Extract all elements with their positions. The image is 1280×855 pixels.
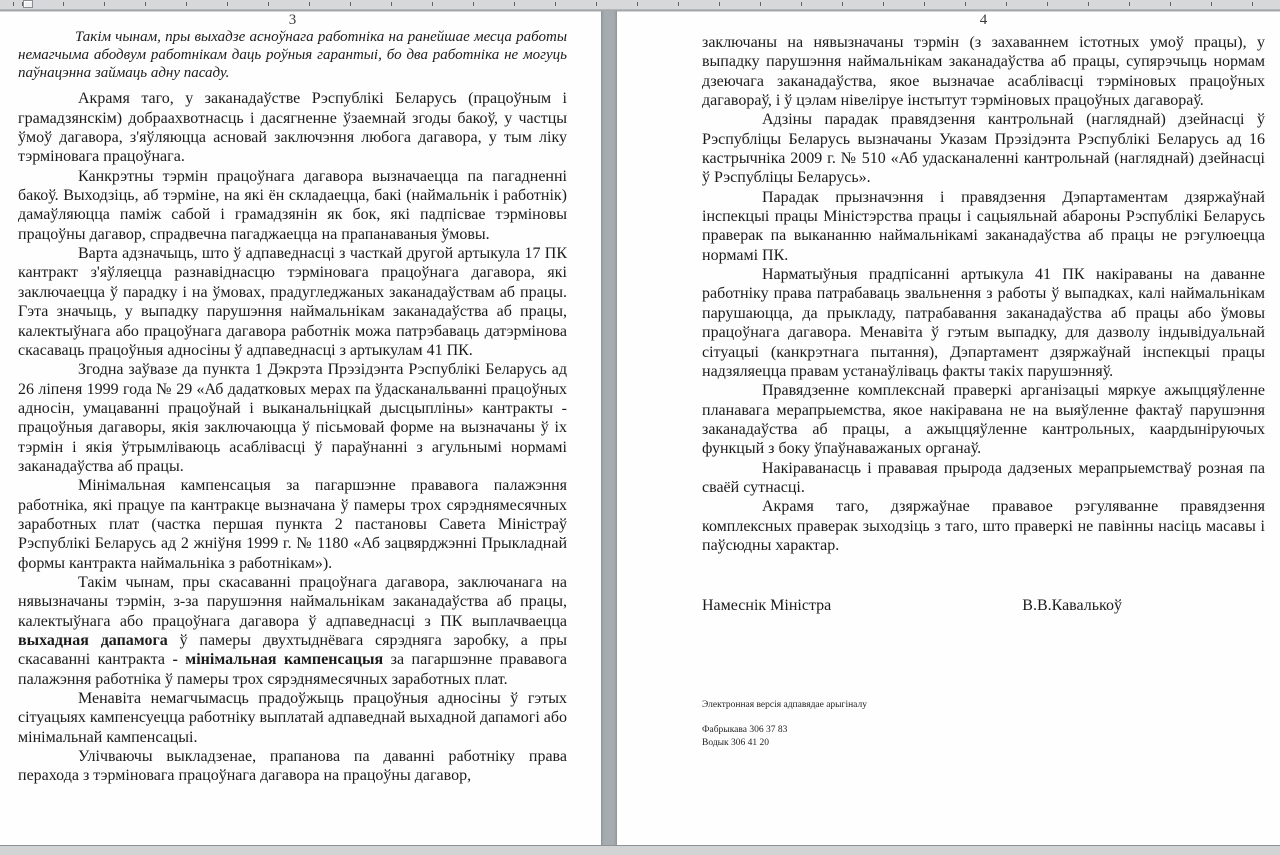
ruler-ticks [0, 2, 1280, 6]
signer-name: В.В.Кавалькоў [1022, 597, 1122, 615]
horizontal-ruler[interactable] [0, 0, 1280, 10]
text-run: за пагаршэнне прававога палажэння работніка ў памеры трох сярэднямесячных заработных плат. [18, 651, 568, 688]
paragraph[interactable]: Канкрэтны тэрмін працоўнага дагавора вызначаецца па пагадненні бакоў. Выходзіць, аб тэрміне, на які ён складаецца, бакі (наймальнік і работнік) дамаўляюцца паміж сабой і грамадзянін як бок, які падпісвае тэрміновы працоўны дагавор, спрадвечна пагаджаецца на прапанаваныя ўмовы. [18, 167, 567, 243]
paragraph[interactable]: Накіраванасць і прававая прырода дадзеных мерапрыемстваў розная па сваёй сутнасці. [702, 459, 1265, 496]
text-run: ў памеры двухтыднёвага сярэдняга заробку, а пры скасаванні кантракта [18, 632, 568, 669]
bold-text-run: выхадная дапамога [18, 632, 168, 650]
paragraph-with-bold[interactable] [18, 573, 567, 689]
bottom-gutter [0, 845, 1280, 855]
paragraph[interactable]: Правядзенне комплекснай праверкі арганізацыі мяркуе ажыццяўленне планавага мерапрыемства, якое накіравана не на выяўленне фактаў парушэння заканадаўства аб працы, а ажыццяўленне кантрольных, каардыніруючых функцый з боку ўпаўнаважаных органаў. [702, 382, 1265, 458]
paragraph[interactable]: Акрамя таго, дзяржаўнае прававое рэгуляванне правядзення комплексных праверак зыходзіць з таго, што праверкі не павінны насіць масавы і паўсюдны характар. [702, 498, 1265, 554]
paragraph[interactable]: Згодна заўвазе да пункта 1 Дэкрэта Прэзідэнта Рэспублікі Беларусь ад 26 ліпеня 1999 года № 29 «Аб дадатковых мерах па ўдасканальванні працоўных адносін, умацаванні працоўнай і выканальніцкай дысцыпліны» кантракты - працоўныя дагаворы, якія заключаюцца ў пісьмовай форме на вызначаны ў іх тэрмін і якія ўтрымліваюць асаблівасці ў параўнанні з агульнымі нормамі заканадаўства аб працы. [18, 361, 567, 475]
page-3-number: 3 [288, 12, 297, 28]
paragraph[interactable]: Мінімальная кампенсацыя за пагаршэнне прававога палажэння работніка, які працуе па кантракце вызначана ў памеры трох сярэднямесячных заработных плат (частка першая пункта 2 пастановы Савета Міністраў Рэспублікі Беларусь ад 2 жніўня 1999 г. № 1180 «Аб зацвярджэнні Прыкладнай формы кантракта наймальніка з работнікам»). [18, 477, 567, 572]
paragraph[interactable]: Адзіны парадак правядзення кантрольнай (нагляднай) дзейнасці ў Рэспубліцы Беларусь вызначаны Указам Прэзідэнта Рэспублікі Беларусь ад 16 кастрычніка 2009 г. № 510 «Аб удасканаленні кантрольнай (нагляднай) дзейнасці ў Рэспубліцы Беларусь». [702, 111, 1265, 187]
contact-line: Водык 306 41 20 [702, 737, 770, 748]
page-3[interactable] [0, 12, 601, 846]
page-3-text-column [18, 29, 567, 786]
paragraph[interactable]: Парадак прызначэння і правядзення Дэпартаментам дзяржаўнай інспекцыі працы Міністэрства працы і сацыяльнай абароны Рэспублікі Беларусь праверак па выкананню наймальнікамі заканадаўства аб працы не рэгулюецца нормамі ПК. [702, 188, 1265, 264]
paragraph[interactable]: Акрамя таго, у заканадаўстве Рэспублікі Беларусь (працоўным і грамадзянскім) добраахвотнасць і дасягненне ўзаемнай згоды бакоў, у частцы ўмоў дагавора, з'яўляюцца асновай заключэння любога дагавора, у тым ліку тэрміновага працоўнага. [18, 90, 567, 166]
indent-marker[interactable] [23, 0, 33, 8]
text-run: Такім чынам, пры скасаванні працоўнага дагавора, заключанага на нявызначаны тэрмін, з-за парушэння наймальнікам заканадаўства аб працы, калектыўнага або працоўнага дагавора ў адпаведнасці з ПК выплачваецца [18, 573, 567, 630]
bold-text-run: - мінімальная кампенсацыя [172, 651, 384, 669]
page-4[interactable] [617, 12, 1280, 846]
signer-title: Намеснік Міністра [702, 597, 832, 615]
page-4-text-column [702, 33, 1265, 749]
contact-line: Фабрыкава 306 37 83 [702, 725, 788, 736]
paragraph[interactable]: Менавіта немагчымасць прадоўжыць працоўныя адносіны ў гэтых сітуацыях кампенсуецца работніку выплатай адпаведнай выхадной дапамогі або мінімальнай кампенсацыі. [18, 690, 568, 746]
paragraph[interactable]: Улічваючы выкладзенае, прапанова па даванні работніку права перахода з тэрміновага працоўнага дагавора на працоўны дагавор, [18, 748, 567, 785]
electronic-copy-note: Электронная версія адпавядае арыгіналу [702, 700, 867, 711]
continuation-paragraph[interactable]: заключаны на нявызначаны тэрмін (з захаваннем істотных умоў працы), у выпадку парушэння наймальнікам заканадаўства аб працы, супярэчыць нормам дзеючага заканадаўства, якое вызначае асаблівасці тэрміновых працоўных дагавораў, і ў цэлам нівеліруе інстытут тэрміновых працоўных дагавораў. [702, 34, 1265, 110]
paragraph[interactable]: Варта адзначыць, што ў адпаведнасці з часткай другой артыкула 17 ПК кантракт з'яўляецца разнавіднасцю тэрміновага працоўнага дагавора, які заключаецца ў парадку і на ўмовах, прадугледжаных заканадаўствам аб працы. Гэта значыць, у выпадку парушэння наймальнікам заканадаўства аб працы, калектыўнага або працоўнага дагавора работнік можа патрэбаваць датэрмінова скасаваць працоўныя адносіны ў адпаведнасці з артыкулам 41 ПК. [18, 245, 567, 359]
signature-block [702, 597, 1122, 615]
lead-italic-paragraph[interactable]: Такім чынам, пры выхадзе асноўнага работніка на ранейшае месца работы немагчыма абодвум работнікам даць роўныя гарантыі, бо два работніка не могуць паўнацэнна займаць адну пасаду. [18, 29, 567, 81]
paragraph[interactable]: Нарматыўныя прадпісанні артыкула 41 ПК накіраваны на даванне работніку права патрабаваць звальнення з работы ў выпадках, калі наймальнікам парушаюцца, да прыкладу, патрабавання заканадаўства аб працы або ўмовы працоўнага дагавора. Менавіта ў гэтым выпадку, для дазволу індывідуальнай сітуацыі (канкрэтнага пытання), Дэпартамент дзяржаўнай інспекцыі працы надзяляецца правам устанаўліваць факты такіх парушэнняў. [702, 266, 1265, 380]
page-4-number: 4 [979, 12, 988, 28]
document-canvas [0, 10, 1280, 846]
page-divider [601, 11, 617, 846]
